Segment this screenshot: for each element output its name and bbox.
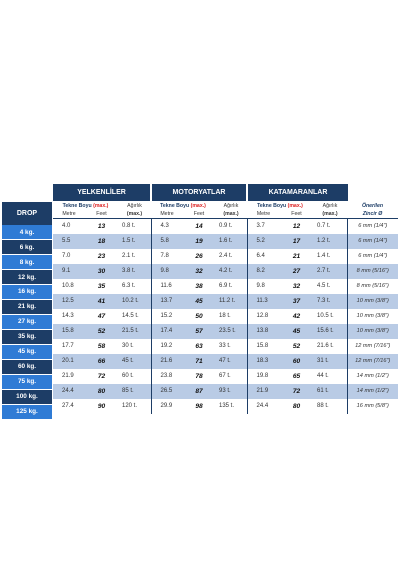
sail-weight-cell: 120 t.	[118, 399, 151, 414]
sail-feet-cell: 66	[85, 354, 118, 369]
table-row	[53, 249, 398, 264]
drop-cell: 125 kg.	[2, 405, 52, 419]
drop-cell: 6 kg.	[2, 240, 52, 254]
chain-header-2: Zincir Ø	[347, 210, 398, 219]
cat-weight-cell: 15.6 t.	[313, 324, 347, 339]
motor-feet-cell: 63	[195, 342, 203, 350]
max-header-motor: (max.)	[215, 210, 247, 219]
table-row	[53, 234, 398, 249]
motor-weight-cell: 0.9 t.	[215, 219, 247, 234]
drop-cell: 60 kg.	[2, 360, 52, 374]
motor-feet-cell: 98	[195, 402, 203, 410]
length-header-sail: Tekne Boyu (max.)	[62, 203, 109, 209]
cat-metre-cell: 9.8	[256, 283, 265, 289]
drop-cell: 8 kg.	[2, 255, 52, 269]
sail-weight-cell: 21.5 t.	[118, 324, 151, 339]
motor-weight-cell: 4.2 t.	[215, 264, 247, 279]
sail-weight-cell: 30 t.	[118, 339, 151, 354]
motor-feet-cell: 50	[195, 312, 203, 320]
drop-cell: 21 kg.	[2, 300, 52, 314]
motor-weight-cell: 33 t.	[215, 339, 247, 354]
table-row	[53, 339, 398, 354]
motor-metre-cell: 15.2	[160, 313, 173, 319]
sail-weight-cell: 0.8 t.	[118, 219, 151, 234]
feet-header-cat: Feet	[280, 210, 313, 219]
motor-weight-cell: 18 t.	[215, 309, 247, 324]
cat-weight-cell: 44 t.	[313, 369, 347, 384]
cat-metre-cell: 11.3	[247, 294, 280, 309]
drop-cell: 4 kg.	[2, 225, 52, 239]
cat-feet-cell: 65	[292, 372, 301, 380]
sail-feet-cell: 80	[85, 384, 118, 399]
length-header-motor: Tekne Boyu (max.)	[160, 203, 206, 209]
weight-header-sail: Ağırlık	[127, 203, 142, 209]
sail-feet-cell: 23	[97, 252, 106, 260]
max-header-cat: (max.)	[313, 210, 347, 219]
sail-weight-cell: 1.5 t.	[118, 234, 151, 249]
motor-feet-cell: 38	[195, 282, 203, 290]
motor-metre-cell: 4.3	[160, 223, 169, 230]
drop-column	[2, 202, 52, 420]
table-row	[53, 279, 398, 294]
motor-weight-cell: 47 t.	[215, 354, 247, 369]
cat-weight-cell: 7.3 t.	[313, 294, 347, 309]
motor-metre-cell: 9.8	[151, 264, 183, 279]
sail-feet-cell: 47	[97, 312, 106, 320]
motor-metre-cell: 21.6	[151, 354, 183, 369]
chain-cell: 14 mm (1/2")	[356, 373, 389, 379]
cat-feet-cell: 72	[280, 384, 313, 399]
chain-cell: 10 mm (3/8")	[356, 313, 389, 319]
motor-metre-cell: 17.4	[151, 324, 183, 339]
motor-metre-cell: 5.8	[151, 234, 183, 249]
chain-cell: 8 mm (5/16")	[356, 283, 389, 289]
sail-feet-cell: 58	[97, 342, 106, 350]
motor-metre-cell: 26.5	[151, 384, 183, 399]
cat-weight-cell: 21.6 t.	[313, 339, 347, 354]
cat-metre-cell: 18.3	[247, 354, 280, 369]
cat-metre-cell: 6.4	[256, 253, 265, 259]
sail-metre-cell: 10.8	[62, 283, 74, 289]
cat-metre-cell: 24.4	[256, 403, 269, 409]
cat-metre-cell: 21.9	[247, 384, 280, 399]
sail-feet-cell: 41	[85, 294, 118, 309]
motor-metre-cell: 23.8	[160, 373, 173, 379]
sail-metre-cell: 21.9	[62, 373, 74, 379]
sail-weight-cell: 85 t.	[118, 384, 151, 399]
cat-metre-cell: 19.8	[256, 373, 269, 379]
motor-weight-cell: 67 t.	[215, 369, 247, 384]
chain-cell: 6 mm (1/4")	[358, 223, 388, 230]
drop-cell: 75 kg.	[2, 375, 52, 389]
cat-weight-cell: 10.5 t.	[313, 309, 347, 324]
max-header-sail: (max.)	[118, 210, 151, 219]
table-row	[53, 219, 398, 234]
group-header-sail: YELKENLİLER	[53, 184, 150, 201]
metre-header-sail: Metre	[53, 210, 85, 219]
sail-metre-cell: 27.4	[62, 403, 74, 409]
drop-cell: 100 kg.	[2, 390, 52, 404]
motor-metre-cell: 19.2	[160, 343, 173, 349]
cat-feet-cell: 32	[292, 282, 301, 290]
sail-feet-cell: 30	[85, 264, 118, 279]
cat-weight-cell: 1.2 t.	[313, 234, 347, 249]
chain-header-1: Önerilen	[361, 203, 384, 209]
sail-metre-cell: 4.0	[62, 223, 71, 230]
motor-feet-cell: 19	[183, 234, 215, 249]
motor-metre-cell: 13.7	[151, 294, 183, 309]
sail-weight-cell: 60 t.	[118, 369, 151, 384]
motor-metre-cell: 11.6	[160, 283, 172, 289]
cat-feet-cell: 21	[292, 252, 301, 260]
chain-cell: 14 mm (1/2")	[347, 384, 398, 399]
sail-feet-cell: 72	[97, 372, 106, 380]
cat-feet-cell: 80	[292, 402, 301, 410]
sail-metre-cell: 14.3	[62, 313, 74, 319]
table-row	[53, 309, 398, 324]
cat-weight-cell: 0.7 t.	[313, 219, 347, 234]
sail-metre-cell: 17.7	[62, 343, 74, 349]
sail-weight-cell: 14.5 t.	[118, 309, 151, 324]
group-header-cat: KATAMARANLAR	[248, 184, 348, 201]
motor-weight-cell: 2.4 t.	[215, 249, 247, 264]
weight-header-motor: Ağırlık	[223, 203, 239, 209]
cat-weight-cell: 4.5 t.	[313, 279, 347, 294]
data-table	[53, 202, 398, 414]
cat-weight-cell: 1.4 t.	[313, 249, 347, 264]
motor-weight-cell: 93 t.	[215, 384, 247, 399]
length-header-cat: Tekne Boyu (max.)	[257, 203, 303, 209]
cat-feet-cell: 12	[292, 222, 301, 230]
motor-metre-cell: 7.8	[160, 253, 169, 259]
metre-header-motor: Metre	[151, 210, 183, 219]
cat-weight-cell: 2.7 t.	[313, 264, 347, 279]
motor-feet-cell: 14	[195, 222, 203, 230]
chain-cell: 16 mm (5/8")	[356, 403, 389, 409]
cat-feet-cell: 17	[280, 234, 313, 249]
metre-header-cat: Metre	[247, 210, 280, 219]
motor-weight-cell: 23.5 t.	[215, 324, 247, 339]
chain-cell: 6 mm (1/4")	[358, 253, 388, 259]
motor-feet-cell: 71	[183, 354, 215, 369]
cat-feet-cell: 52	[292, 342, 301, 350]
table-row	[53, 399, 398, 414]
sail-metre-cell: 5.5	[53, 234, 85, 249]
weight-header-cat: Ağırlık	[322, 203, 338, 209]
table-row	[53, 354, 398, 369]
sail-feet-cell: 13	[97, 222, 106, 230]
motor-feet-cell: 57	[183, 324, 215, 339]
motor-feet-cell: 87	[183, 384, 215, 399]
cat-metre-cell: 3.7	[256, 223, 265, 230]
chain-cell: 12 mm (7/16")	[355, 343, 391, 349]
chain-cell: 10 mm (3/8")	[347, 324, 398, 339]
sail-feet-cell: 35	[97, 282, 106, 290]
cat-feet-cell: 60	[280, 354, 313, 369]
cat-metre-cell: 12.8	[256, 313, 269, 319]
table-row	[53, 384, 398, 399]
sail-feet-cell: 18	[85, 234, 118, 249]
drop-cell: 16 kg.	[2, 285, 52, 299]
sail-metre-cell: 20.1	[53, 354, 85, 369]
chain-cell: 8 mm (5/16")	[347, 264, 398, 279]
cat-metre-cell: 8.2	[247, 264, 280, 279]
group-header-motor: MOTORYATLAR	[152, 184, 246, 201]
cat-metre-cell: 15.8	[256, 343, 269, 349]
motor-weight-cell: 135 t.	[215, 399, 247, 414]
feet-header-sail: Feet	[85, 210, 118, 219]
cat-weight-cell: 61 t.	[313, 384, 347, 399]
sail-metre-cell: 7.0	[62, 253, 71, 259]
drop-cell: 45 kg.	[2, 345, 52, 359]
drop-cell: 35 kg.	[2, 330, 52, 344]
cat-weight-cell: 31 t.	[313, 354, 347, 369]
cat-feet-cell: 42	[292, 312, 301, 320]
motor-feet-cell: 32	[183, 264, 215, 279]
drop-cell: 12 kg.	[2, 270, 52, 284]
cat-feet-cell: 37	[280, 294, 313, 309]
drop-cell: 27 kg.	[2, 315, 52, 329]
sail-weight-cell: 2.1 t.	[118, 249, 151, 264]
sail-weight-cell: 6.3 t.	[118, 279, 151, 294]
cat-weight-cell: 88 t.	[313, 399, 347, 414]
sail-feet-cell: 90	[97, 402, 106, 410]
cat-metre-cell: 5.2	[247, 234, 280, 249]
sail-metre-cell: 9.1	[53, 264, 85, 279]
table-row	[53, 294, 398, 309]
chain-cell: 12 mm (7/16")	[347, 354, 398, 369]
cat-feet-cell: 27	[280, 264, 313, 279]
sail-weight-cell: 3.8 t.	[118, 264, 151, 279]
sail-metre-cell: 24.4	[53, 384, 85, 399]
motor-feet-cell: 26	[195, 252, 203, 260]
motor-weight-cell: 1.6 t.	[215, 234, 247, 249]
sail-weight-cell: 10.2 t.	[118, 294, 151, 309]
motor-weight-cell: 11.2 t.	[215, 294, 247, 309]
table-row	[53, 324, 398, 339]
cat-feet-cell: 45	[280, 324, 313, 339]
table-row	[53, 369, 398, 384]
sail-metre-cell: 12.5	[53, 294, 85, 309]
motor-feet-cell: 78	[195, 372, 203, 380]
cat-metre-cell: 13.8	[247, 324, 280, 339]
feet-header-motor: Feet	[183, 210, 215, 219]
sail-weight-cell: 45 t.	[118, 354, 151, 369]
sail-metre-cell: 15.8	[53, 324, 85, 339]
chain-cell: 6 mm (1/4")	[347, 234, 398, 249]
motor-weight-cell: 6.9 t.	[215, 279, 247, 294]
chain-cell: 10 mm (3/8")	[347, 294, 398, 309]
sail-feet-cell: 52	[85, 324, 118, 339]
table-row	[53, 264, 398, 279]
drop-header: DROP	[2, 202, 52, 225]
motor-metre-cell: 29.9	[160, 403, 173, 409]
motor-feet-cell: 45	[183, 294, 215, 309]
